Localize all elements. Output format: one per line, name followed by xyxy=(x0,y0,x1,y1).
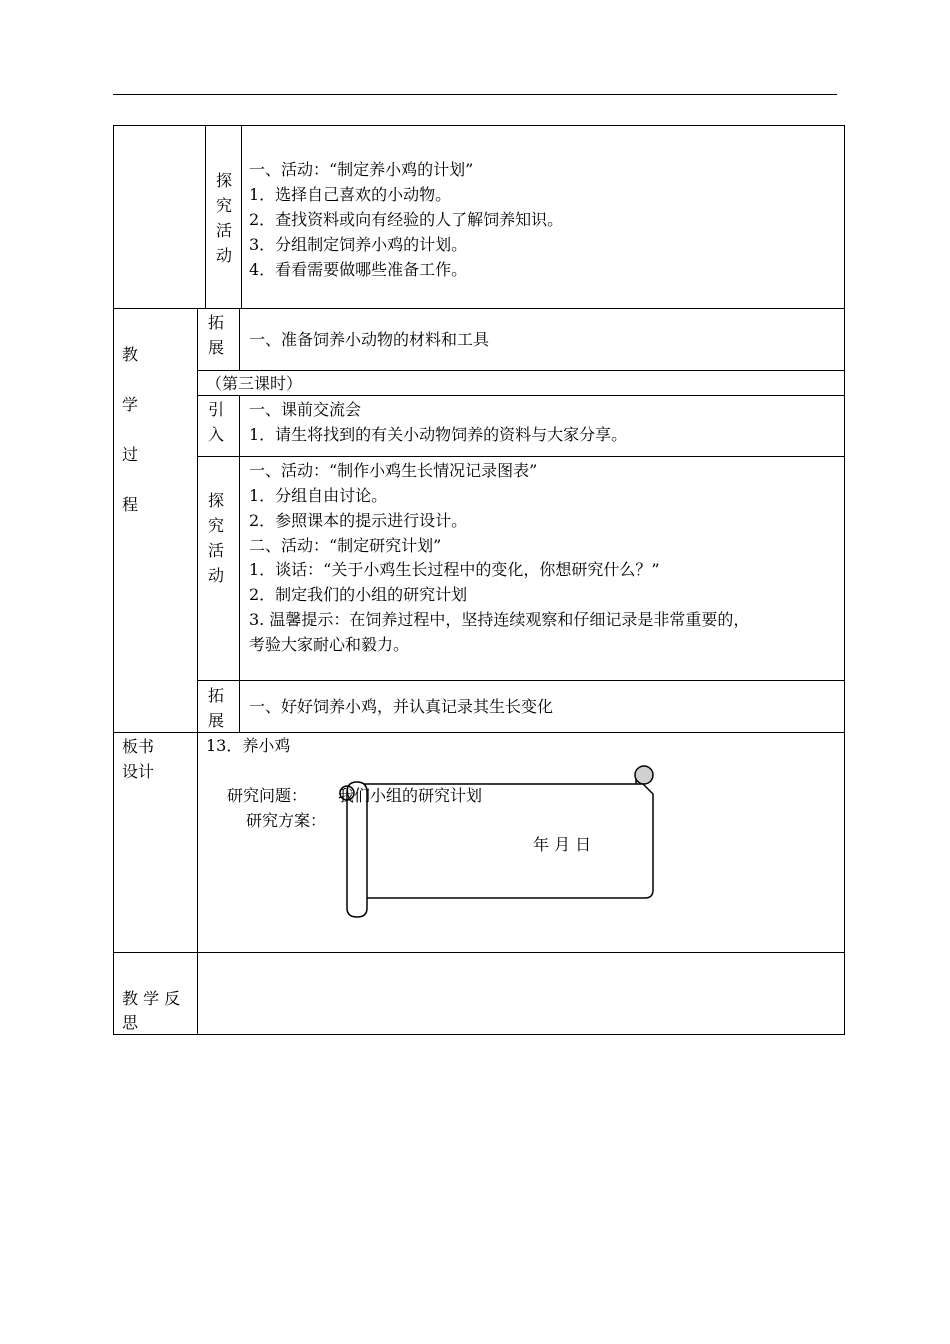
text-line: 一、活动：“制作小鸡生长情况记录图表” xyxy=(249,461,538,480)
text-line: 4．看看需要做哪些准备工作。 xyxy=(249,260,468,279)
label-char: 过 xyxy=(122,445,139,464)
divider xyxy=(197,456,845,457)
label-char: 程 xyxy=(122,495,139,514)
research-question-value: 我们小组的研究计划 xyxy=(338,786,483,805)
divider xyxy=(239,308,240,370)
label-char: 学 xyxy=(122,395,139,414)
text-line: 2．制定我们的小组的研究计划 xyxy=(249,585,468,604)
research-question-label: 研究问题： xyxy=(227,786,308,805)
expand-label: 拓 展 xyxy=(207,313,224,357)
text-line: 1．请生将找到的有关小动物饲养的资料与大家分享。 xyxy=(249,425,628,444)
explore-activity-label: 探 究 活 动 xyxy=(215,171,232,265)
text-line: 一、课前交流会 xyxy=(249,400,362,419)
board-title: 13．养小鸡 xyxy=(206,736,291,755)
divider xyxy=(241,125,242,308)
research-plan-label: 研究方案： xyxy=(246,811,327,830)
intro-label: 引 入 xyxy=(207,400,224,444)
header-rule xyxy=(113,94,837,95)
divider xyxy=(205,125,206,308)
divider xyxy=(197,308,198,1035)
label-line: 教 学 反 xyxy=(122,989,181,1008)
divider xyxy=(113,952,845,953)
lesson-three-header: （第三课时） xyxy=(206,374,303,393)
explore-activity-label: 探 究 活 动 xyxy=(207,491,224,585)
date-field: 年 月 日 xyxy=(533,835,592,854)
label-line: 板书 xyxy=(122,737,155,756)
text-line: 1．分组自由讨论。 xyxy=(249,486,388,505)
text-line: 2．查找资料或向有经验的人了解饲养知识。 xyxy=(249,210,564,229)
text-line: 2．参照课本的提示进行设计。 xyxy=(249,511,468,530)
expand-content: 一、好好饲养小鸡，并认真记录其生长变化 xyxy=(249,697,554,716)
expand-content: 一、准备饲养小动物的材料和工具 xyxy=(249,330,490,349)
table-border-right xyxy=(844,125,845,1035)
label-line: 设计 xyxy=(122,762,155,781)
divider xyxy=(113,308,845,309)
table-border-bottom xyxy=(113,1034,845,1035)
text-line: 1．谈话：“关于小鸡生长过程中的变化，你想研究什么？” xyxy=(249,560,660,579)
expand-label: 拓 展 xyxy=(207,686,224,730)
label-char: 教 xyxy=(122,345,139,364)
text-line: 3．分组制定饲养小鸡的计划。 xyxy=(249,235,468,254)
divider xyxy=(239,395,240,732)
text-line: 考验大家耐心和毅力。 xyxy=(249,635,410,654)
divider xyxy=(197,680,845,681)
text-line: 二、活动：“制定研究计划” xyxy=(249,536,442,555)
text-line: 1．选择自己喜欢的小动物。 xyxy=(249,185,452,204)
text-line: 3. 温馨提示：在饲养过程中，坚持连续观察和仔细记录是非常重要的， xyxy=(249,610,750,629)
text-line: 一、活动：“制定养小鸡的计划” xyxy=(249,160,474,179)
table-border-top xyxy=(113,125,845,126)
table-border-left xyxy=(113,125,114,1035)
label-line: 思 xyxy=(122,1013,139,1032)
